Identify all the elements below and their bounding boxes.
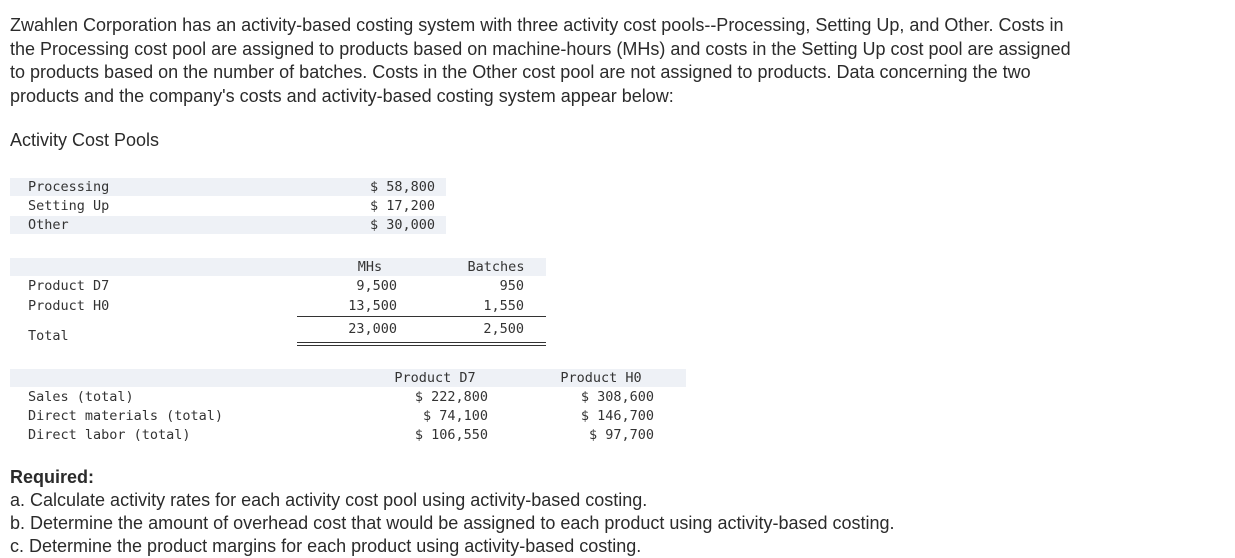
- direct-labor-h0: $ 97,700: [588, 427, 654, 443]
- intro-line: to products based on the number of batches. Costs in the Other cost pool are not assigned to products. Data concerning the two: [10, 62, 1031, 82]
- total-double-rule: [297, 342, 546, 343]
- intro-line: Zwahlen Corporation has an activity-based costing system with three activity cost pools--Processing, Setting Up, and Other. Costs in: [10, 15, 1064, 35]
- product-h0-mhs: 13,500: [348, 298, 397, 314]
- pool-label-processing: Processing: [28, 179, 110, 195]
- sales-h0: $ 308,600: [580, 389, 654, 405]
- sales-label: Sales (total): [28, 389, 134, 405]
- pool-label-other: Other: [28, 217, 69, 233]
- subtotal-rule: [421, 316, 546, 317]
- pool-amount-other: $ 30,000: [369, 217, 435, 233]
- product-d7-mhs: 9,500: [356, 278, 397, 294]
- required-item-b: b. Determine the amount of overhead cost that would be assigned to each product using activity-based costing.: [10, 513, 895, 533]
- col-header-mhs: MHs: [357, 259, 383, 275]
- pool-label-setting-up: Setting Up: [28, 198, 110, 214]
- direct-materials-d7: $ 74,100: [422, 408, 488, 424]
- total-label: Total: [28, 328, 69, 344]
- direct-materials-h0: $ 146,700: [580, 408, 654, 424]
- subtotal-rule: [297, 316, 421, 317]
- direct-labor-d7: $ 106,550: [414, 427, 488, 443]
- required-item-c: c. Determine the product margins for each product using activity-based costing.: [10, 536, 642, 556]
- pool-amount-setting-up: $ 17,200: [369, 198, 435, 214]
- problem-intro: [10, 14, 1200, 108]
- required-title: Required:: [10, 467, 95, 487]
- intro-line: the Processing cost pool are assigned to products based on machine-hours (MHs) and costs in the Setting Up cost pool are assigned: [10, 38, 1071, 59]
- sales-d7: $ 222,800: [414, 389, 488, 405]
- activity-cost-pools-heading: Activity Cost Pools: [10, 130, 160, 150]
- total-mhs: 23,000: [348, 321, 397, 337]
- product-h0-batches: 1,550: [483, 298, 524, 314]
- pool-amount-processing: $ 58,800: [369, 179, 435, 195]
- col-header-product-d7: Product D7: [394, 370, 476, 386]
- product-d7-label: Product D7: [28, 278, 110, 294]
- total-double-rule: [297, 345, 546, 346]
- col-header-batches: Batches: [467, 259, 525, 275]
- product-d7-batches: 950: [499, 278, 524, 294]
- intro-line: products and the company's costs and activity-based costing system appear below:: [10, 85, 674, 106]
- direct-labor-label: Direct labor (total): [28, 427, 191, 443]
- product-h0-label: Product H0: [28, 298, 110, 314]
- required-section: [10, 466, 895, 558]
- total-batches: 2,500: [483, 321, 524, 337]
- direct-materials-label: Direct materials (total): [28, 408, 224, 424]
- required-item-a: a. Calculate activity rates for each activity cost pool using activity-based costing.: [10, 490, 648, 510]
- col-header-product-h0: Product H0: [560, 370, 642, 386]
